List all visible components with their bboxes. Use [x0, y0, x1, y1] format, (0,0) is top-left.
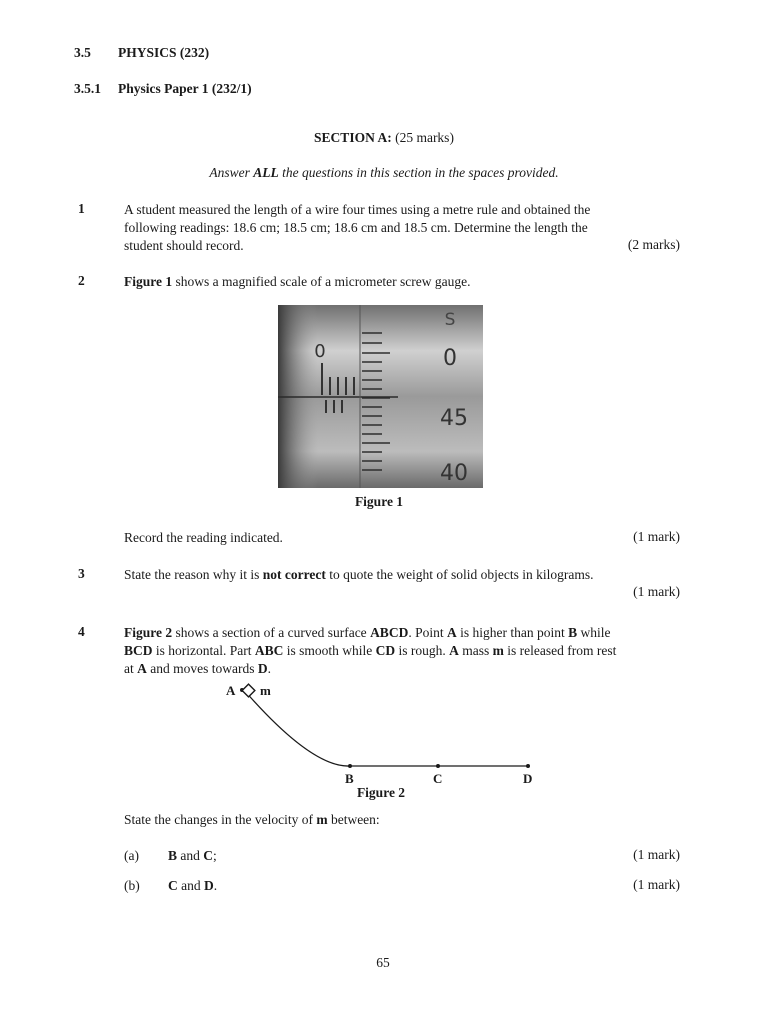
part-a-marks: (1 mark) — [633, 847, 680, 862]
question-1-number: 1 — [78, 201, 85, 216]
section-heading-label: SECTION A: — [314, 130, 392, 145]
label-c: C — [433, 771, 443, 786]
question-1-text: A student measured the length of a wire four times using a metre rule and obtained the following readings: 18.6 cm; 18.5 cm; 18.6 cm and 18.5 cm. Determine the length the student should record. — [124, 202, 591, 253]
curved-surface-figure — [222, 680, 542, 792]
label-m: m — [260, 683, 271, 698]
micrometer-figure — [278, 305, 483, 488]
question-3-marks: (1 mark) — [633, 584, 680, 599]
question-4-number: 4 — [78, 624, 85, 639]
figure-1-caption: Figure 1 — [354, 494, 404, 509]
thimble-45-label: 45 — [440, 406, 468, 431]
point-d-dot — [526, 764, 530, 768]
part-a-label: (a) — [124, 848, 139, 863]
question-2-text: Figure 1 shows a magnified scale of a micrometer screw gauge. — [124, 274, 471, 289]
mass-block-icon — [242, 684, 255, 697]
section-title: PHYSICS (232) — [118, 45, 210, 60]
question-2-prompt: Record the reading indicated. — [124, 530, 283, 545]
sleeve-zero-label: 0 — [314, 341, 326, 362]
section-marks: (25 marks) — [395, 130, 454, 145]
question-2-marks: (1 mark) — [633, 529, 680, 544]
part-b-marks: (1 mark) — [633, 877, 680, 892]
micrometer-image — [278, 305, 483, 488]
label-d: D — [523, 771, 533, 786]
part-b-label: (b) — [124, 878, 140, 893]
question-4-text: Figure 2 shows a section of a curved surface ABCD. Point A is higher than point B while BCD is horizontal. Part ABC is smooth while CD is rough. A mass m is released from rest at A and moves towards D. — [124, 625, 617, 676]
figure-2-caption: Figure 2 — [356, 785, 406, 800]
label-b: B — [345, 771, 354, 786]
question-4-prompt: State the changes in the velocity of m between: — [124, 812, 380, 827]
paper-title: Physics Paper 1 (232/1) — [118, 81, 252, 96]
point-b-dot — [348, 764, 352, 768]
part-b-text: C and D. — [168, 878, 218, 893]
paper-number: 3.5.1 — [74, 81, 101, 96]
thimble-s-label: S — [444, 310, 456, 330]
point-c-dot — [436, 764, 440, 768]
section-heading — [0, 129, 768, 147]
thimble-40-label: 40 — [440, 461, 468, 486]
thimble-zero-label: 0 — [443, 346, 457, 371]
page-number: 65 — [376, 955, 390, 970]
label-a: A — [226, 683, 236, 698]
question-3-text: State the reason why it is not correct to quote the weight of solid objects in kilograms. — [124, 567, 594, 582]
question-2-number: 2 — [78, 273, 85, 288]
question-3-number: 3 — [78, 566, 85, 581]
part-a-text: B and C; — [168, 848, 217, 863]
question-1-marks: (2 marks) — [627, 237, 680, 252]
section-instruction: Answer ALL the questions in this section in the spaces provided. — [209, 165, 559, 180]
surface-curve — [244, 690, 528, 766]
section-number: 3.5 — [74, 45, 91, 60]
